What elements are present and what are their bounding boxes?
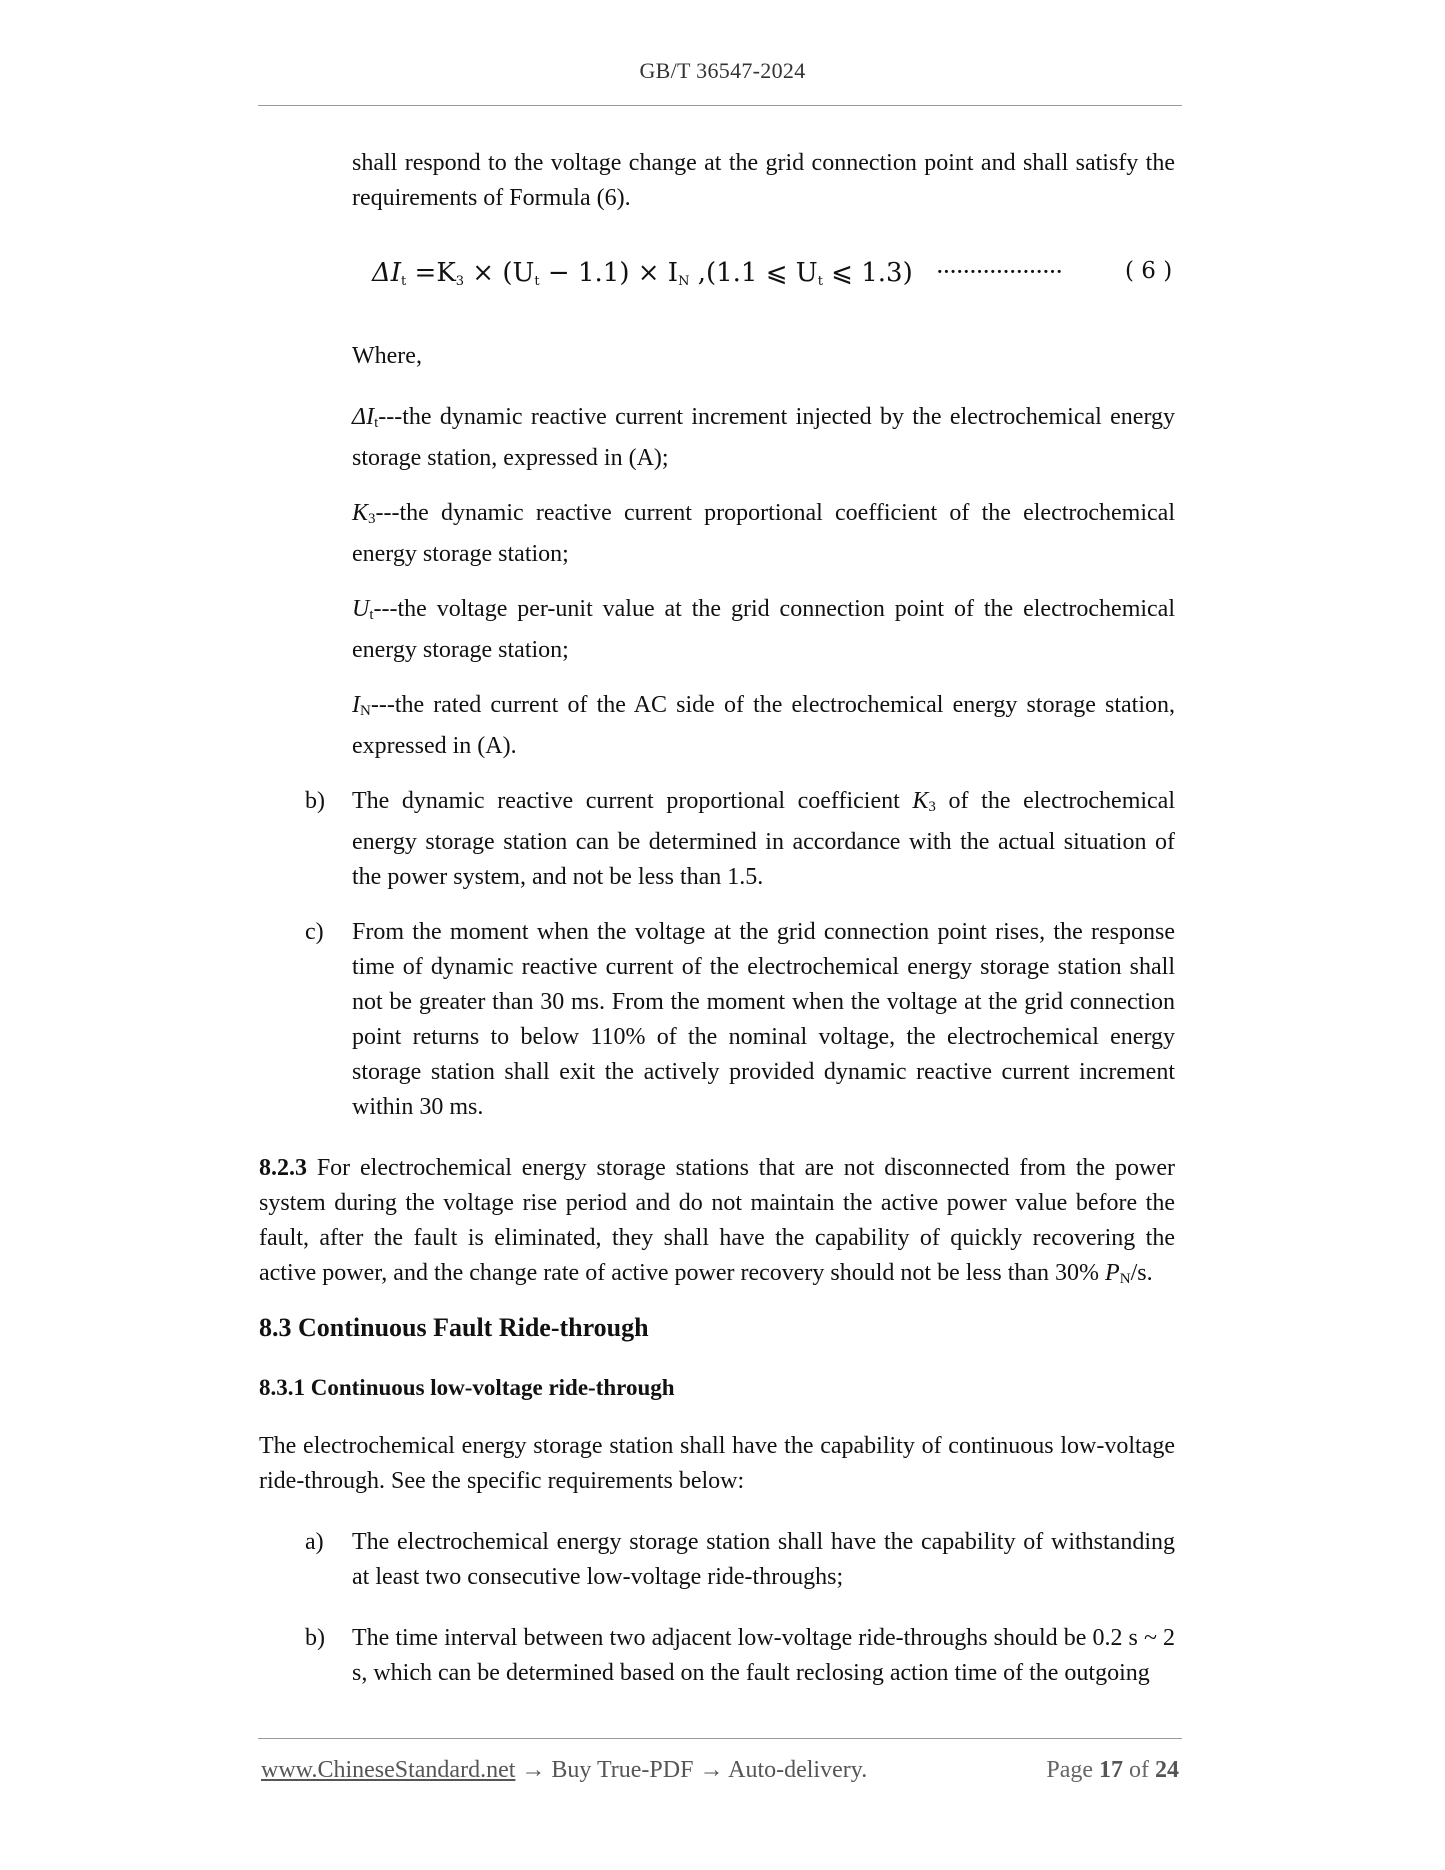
def-text: ---the voltage per-unit value at the grid connection point of the electrochemical energy storage station;: [352, 596, 1175, 663]
item-b-text-2: of the electrochemical energy storage station can be determined in accordance with the actual situation of the power system, and not be less than 1.5.: [352, 788, 1176, 890]
page-current: 17: [1099, 1757, 1123, 1783]
footer-promo: [261, 1757, 867, 1784]
clause-8-2-3: [259, 1151, 1175, 1297]
formula-eq: =K: [406, 258, 456, 288]
header-divider: [258, 105, 1182, 106]
def-subscript: t: [369, 607, 374, 623]
item-c-text: From the moment when the voltage at the grid connection point rises, the response time of dynamic reactive current of the electrochemical energy storage station shall not be greater than 30 ms. From the moment when the voltage at the grid connection point returns to below 110% of the nominal voltage, the electrochemical energy storage station shall exit the actively provided dynamic reactive current increment within 30 ms.: [352, 919, 1175, 1120]
list-item-b-label: b): [305, 1625, 325, 1651]
formula-sub: t: [401, 274, 407, 289]
formula-mid: × (U: [464, 258, 535, 288]
list-item-b-text: The time interval between two adjacent low-voltage ride-throughs should be 0.2 s ~ 2 s, which can be determined based on the fault reclosing action time of the outgoing: [352, 1625, 1175, 1686]
page-of: of: [1129, 1757, 1149, 1783]
formula-sub: N: [678, 274, 690, 289]
def-text: ---the dynamic reactive current increment injected by the electrochemical energy storage station, expressed in (A);: [352, 404, 1175, 471]
def-subscript: t: [374, 415, 379, 431]
intro-paragraph: shall respond to the voltage change at the grid connection point and shall satisfy the requirements of Formula (6).: [352, 150, 1175, 211]
def-symbol: K: [352, 500, 369, 526]
formula-delta: ΔI: [372, 258, 402, 288]
def-subscript: 3: [368, 511, 376, 527]
def-symbol: ΔI: [352, 404, 375, 430]
page-number: [1046, 1757, 1179, 1784]
footer-promo-text: → Buy True-PDF → Auto-delivery.: [515, 1757, 868, 1783]
footer-site-link[interactable]: www.ChineseStandard.net: [261, 1757, 516, 1783]
para-8-3-1: The electrochemical energy storage station shall have the capability of continuous low-voltage ride-through. See the specific requirements below:: [259, 1433, 1175, 1494]
item-b-label: b): [305, 788, 325, 814]
formula-sub: t: [534, 274, 540, 289]
document-header: GB/T 36547-2024: [639, 58, 806, 83]
item-b-subscript: 3: [928, 799, 936, 815]
item-c-label: c): [305, 919, 324, 945]
def-text: ---the rated current of the AC side of the electrochemical energy storage station, expressed in (A).: [352, 692, 1175, 759]
def-text: ---the dynamic reactive current proportional coefficient of the electrochemical energy storage station;: [352, 500, 1175, 567]
footer-divider: [258, 1738, 1182, 1739]
formula-leader-dots: ···················: [936, 258, 1062, 286]
item-b-symbol: K: [912, 788, 929, 814]
def-symbol: I: [352, 692, 360, 718]
list-item-a-label: a): [305, 1529, 324, 1555]
definition-in: [352, 688, 1175, 764]
formula-mid2: − 1.1) × I: [539, 258, 679, 288]
formula-cond: ,(1.1 ⩽ U: [689, 258, 818, 288]
clause-text: For electrochemical energy storage stations that are not disconnected from the power system during the voltage rise period and do not maintain the active power value before the fault, after the fault is eliminated, they shall have the capability of quickly recovering the active power, and the change rate of active power recovery should not be less than 30%: [259, 1155, 1175, 1286]
clause-tail: /s.: [1130, 1260, 1153, 1286]
definition-ut: [352, 592, 1175, 668]
where-label: Where,: [352, 343, 422, 369]
clause-symbol: P: [1105, 1260, 1120, 1286]
formula-sub: 3: [455, 274, 465, 289]
item-b-text-1: The dynamic reactive current proportional coefficient: [352, 788, 913, 814]
page-word: Page: [1046, 1757, 1093, 1783]
definition-k3: [352, 496, 1175, 572]
section-heading-8-3-1: 8.3.1 Continuous low-voltage ride-through: [259, 1375, 675, 1400]
formula-number: ( 6 ): [1125, 258, 1173, 284]
clause-number: 8.2.3: [259, 1155, 307, 1181]
item-b-text: [352, 784, 1175, 895]
formula-sub: t: [817, 274, 823, 289]
formula-cond-end: ⩽ 1.3): [822, 258, 913, 288]
def-subscript: N: [360, 703, 371, 719]
page-total: 24: [1155, 1757, 1179, 1783]
list-item-a-text: The electrochemical energy storage station shall have the capability of withstanding at least two consecutive low-voltage ride-throughs;: [352, 1529, 1175, 1590]
section-heading-8-3: 8.3 Continuous Fault Ride-through: [259, 1313, 649, 1342]
clause-subscript: N: [1119, 1271, 1131, 1287]
def-symbol: U: [352, 596, 370, 622]
formula-6: [372, 258, 1180, 298]
definition-delta-it: [352, 400, 1175, 476]
